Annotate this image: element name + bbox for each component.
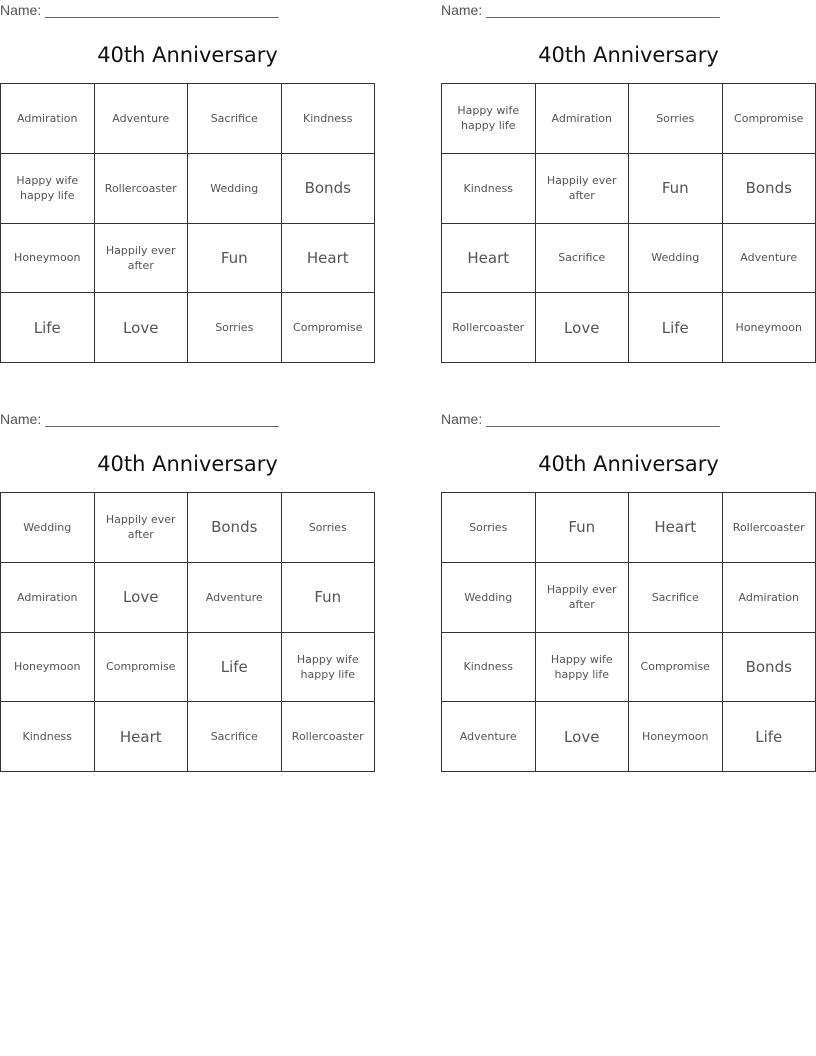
bingo-cell: Kindness xyxy=(442,154,536,224)
bingo-cell: Wedding xyxy=(629,224,723,294)
bingo-cell: Sorries xyxy=(188,293,282,363)
bingo-cell: Adventure xyxy=(723,224,816,294)
bingo-cell: Life xyxy=(1,293,95,363)
bingo-cell: Wedding xyxy=(1,493,95,563)
bingo-cell: Compromise xyxy=(95,633,189,703)
bingo-cell: Rollercoaster xyxy=(442,293,536,363)
card-title: 40th Anniversary xyxy=(538,452,719,476)
bingo-cell: Adventure xyxy=(95,84,189,154)
bingo-cell: Admiration xyxy=(1,84,95,154)
name-field-label: Name: ______________________________ xyxy=(0,2,279,18)
bingo-cell: Heart xyxy=(95,702,189,772)
bingo-grid xyxy=(0,492,375,772)
bingo-cell: Fun xyxy=(282,563,376,633)
bingo-cell: Adventure xyxy=(188,563,282,633)
bingo-grid xyxy=(0,83,375,363)
bingo-cell: Honeymoon xyxy=(629,702,723,772)
bingo-cell: Happy wife happy life xyxy=(536,633,630,703)
bingo-cell: Rollercoaster xyxy=(95,154,189,224)
bingo-cell: Fun xyxy=(629,154,723,224)
bingo-cell: Happily ever after xyxy=(95,493,189,563)
bingo-cell: Sacrifice xyxy=(188,702,282,772)
bingo-cell: Sacrifice xyxy=(536,224,630,294)
card-title: 40th Anniversary xyxy=(97,452,278,476)
bingo-cell: Love xyxy=(536,293,630,363)
bingo-cell: Wedding xyxy=(442,563,536,633)
bingo-cell: Kindness xyxy=(442,633,536,703)
bingo-cell: Fun xyxy=(188,224,282,294)
bingo-cell: Admiration xyxy=(536,84,630,154)
bingo-cell: Heart xyxy=(442,224,536,294)
bingo-cell: Kindness xyxy=(282,84,376,154)
card-title: 40th Anniversary xyxy=(97,43,278,67)
name-field-label: Name: ______________________________ xyxy=(441,2,720,18)
bingo-cell: Wedding xyxy=(188,154,282,224)
bingo-cell: Happily ever after xyxy=(536,563,630,633)
bingo-cell: Heart xyxy=(629,493,723,563)
bingo-cell: Rollercoaster xyxy=(723,493,816,563)
bingo-cell: Happy wife happy life xyxy=(282,633,376,703)
bingo-cell: Kindness xyxy=(1,702,95,772)
bingo-cell: Honeymoon xyxy=(723,293,816,363)
bingo-cell: Honeymoon xyxy=(1,633,95,703)
bingo-cell: Sacrifice xyxy=(188,84,282,154)
bingo-cell: Life xyxy=(629,293,723,363)
bingo-cell: Honeymoon xyxy=(1,224,95,294)
bingo-cell: Compromise xyxy=(723,84,816,154)
bingo-cell: Compromise xyxy=(629,633,723,703)
bingo-cell: Happily ever after xyxy=(536,154,630,224)
bingo-cell: Sacrifice xyxy=(629,563,723,633)
bingo-cell: Happy wife happy life xyxy=(442,84,536,154)
bingo-cell: Happily ever after xyxy=(95,224,189,294)
bingo-cell: Rollercoaster xyxy=(282,702,376,772)
bingo-cell: Happy wife happy life xyxy=(1,154,95,224)
bingo-cell: Sorries xyxy=(282,493,376,563)
name-field-label: Name: ______________________________ xyxy=(0,411,279,427)
bingo-cell: Admiration xyxy=(1,563,95,633)
bingo-cell: Fun xyxy=(536,493,630,563)
bingo-cell: Love xyxy=(95,293,189,363)
bingo-cell: Adventure xyxy=(442,702,536,772)
bingo-cell: Sorries xyxy=(629,84,723,154)
bingo-cell: Admiration xyxy=(723,563,816,633)
bingo-cell: Love xyxy=(95,563,189,633)
bingo-cell: Bonds xyxy=(723,633,816,703)
bingo-cell: Sorries xyxy=(442,493,536,563)
bingo-grid xyxy=(441,83,816,363)
bingo-grid xyxy=(441,492,816,772)
name-field-label: Name: ______________________________ xyxy=(441,411,720,427)
bingo-cell: Bonds xyxy=(282,154,376,224)
bingo-cell: Love xyxy=(536,702,630,772)
card-title: 40th Anniversary xyxy=(538,43,719,67)
bingo-cell: Heart xyxy=(282,224,376,294)
bingo-cell: Life xyxy=(723,702,816,772)
bingo-cell: Bonds xyxy=(723,154,816,224)
bingo-cell: Bonds xyxy=(188,493,282,563)
bingo-cell: Compromise xyxy=(282,293,376,363)
bingo-cell: Life xyxy=(188,633,282,703)
